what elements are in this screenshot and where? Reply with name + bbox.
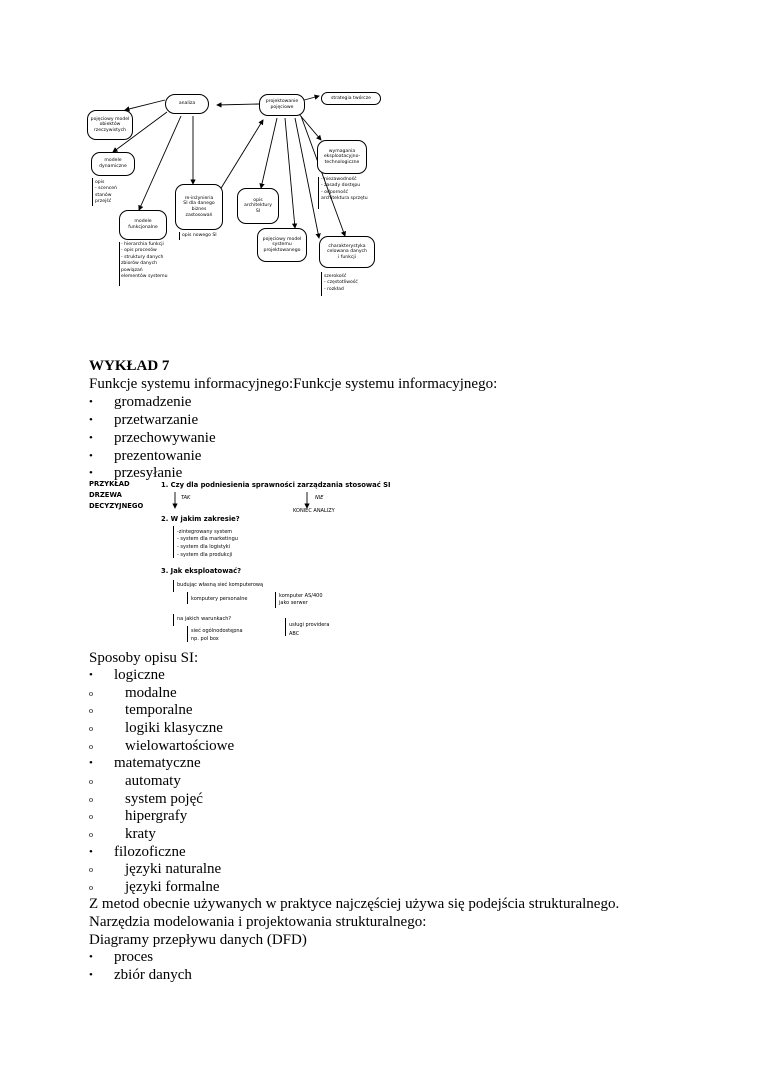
circle-bullet-icon: o bbox=[89, 706, 93, 715]
node-opis-architektury-label: opis architektury SI bbox=[244, 197, 272, 214]
node-charakterystyka bbox=[319, 236, 375, 268]
circle-bullet-icon: o bbox=[89, 777, 93, 786]
circle-bullet-icon: o bbox=[89, 812, 93, 821]
node-wymagania-label: wymagania eksploatacyjno- technologiczne bbox=[323, 148, 361, 165]
circle-bullet-icon: o bbox=[89, 795, 93, 804]
bracket-bar bbox=[173, 526, 174, 558]
node-modele-funkcjonalne-label: modele funkcjonalne bbox=[128, 219, 158, 230]
scope-item: - system dla logistyki bbox=[177, 544, 231, 550]
circle-bullet-icon: o bbox=[89, 689, 93, 698]
node-analiza-label: analiza bbox=[178, 101, 196, 107]
note-bar bbox=[318, 177, 319, 209]
as-server: jako serwer bbox=[279, 600, 308, 606]
node-re-inzynieria bbox=[175, 184, 223, 230]
circle-bullet-icon: o bbox=[89, 830, 93, 839]
node-modele-dynamiczne-label: modele dynamiczne bbox=[99, 158, 127, 169]
bracket-bar bbox=[187, 626, 188, 642]
provider-services: usługi providera bbox=[289, 622, 330, 628]
note-hierarchia: - hierarchia funkcji - opis procesów - struktury danych zbiorów danych powiązań elementów systemu bbox=[121, 242, 168, 280]
bullet-icon: • bbox=[89, 969, 93, 981]
bullet-icon: • bbox=[89, 450, 93, 462]
sposoby-title: Sposoby opisu SI: bbox=[89, 650, 199, 666]
note-niezawodnosc: - niezawodność - zasady dostępu - odporność architektura sprzętu bbox=[321, 177, 368, 202]
node-wymagania bbox=[317, 140, 367, 174]
node-strategia bbox=[321, 92, 381, 105]
paragraph: Z metod obecnie używanych w praktyce najczęściej używa się podejścia strukturalnego. bbox=[89, 896, 620, 912]
scope-item: - system dla marketingu bbox=[177, 536, 238, 542]
end-analysis: KONIEC ANALIZY bbox=[293, 508, 335, 514]
node-projektowanie bbox=[259, 94, 305, 116]
bullet-icon: • bbox=[89, 669, 93, 681]
question-1: 1. Czy dla podniesienia sprawności zarządzania stosować SI bbox=[161, 481, 391, 489]
bracket-bar bbox=[173, 580, 174, 592]
lecture-heading: WYKŁAD 7 bbox=[89, 358, 170, 374]
paragraph: Narzędzia modelowania i projektowania strukturalnego: bbox=[89, 914, 427, 930]
scope-item: -zintegrowany system bbox=[177, 529, 233, 535]
note-opis-scen: opis - scenceń stanów przejść bbox=[95, 180, 118, 205]
bracket-bar bbox=[275, 592, 276, 608]
question-2: 2. W jakim zakresie? bbox=[161, 515, 240, 523]
computer-as400: komputer AS/400 bbox=[279, 593, 323, 599]
provider-abc: ABC bbox=[289, 631, 300, 637]
note-bar bbox=[92, 178, 93, 206]
paragraph: Diagramy przepływu danych (DFD) bbox=[89, 932, 307, 948]
circle-bullet-icon: o bbox=[89, 742, 93, 751]
bullet-icon: • bbox=[89, 846, 93, 858]
circle-bullet-icon: o bbox=[89, 724, 93, 733]
note-bar bbox=[119, 242, 120, 286]
note-opis-nowego: opis nowego SI bbox=[182, 233, 217, 238]
node-analiza bbox=[165, 94, 209, 114]
node-opis-architektury bbox=[237, 188, 279, 224]
node-re-inzynieria-label: re-inżynieria SI dla danego biznes zastosowań bbox=[183, 195, 215, 218]
example-label: PRZYKŁAD bbox=[89, 480, 130, 488]
node-charakterystyka-label: charakterystyka celowana danych i funkcji bbox=[327, 243, 367, 260]
circle-bullet-icon: o bbox=[89, 865, 93, 874]
bullet-icon: • bbox=[89, 432, 93, 444]
functions-title: Funkcje systemu informacyjnego:Funkcje systemu informacyjnego: bbox=[89, 376, 498, 392]
public-network: sieć ogólnodostępna bbox=[191, 628, 243, 634]
node-modele-dynamiczne bbox=[91, 152, 135, 176]
conditions: na jakich warunkach? bbox=[177, 616, 232, 622]
answer-no: NIE bbox=[315, 495, 324, 501]
bullet-icon: • bbox=[89, 414, 93, 426]
node-model-obiektow bbox=[87, 110, 133, 140]
bracket-bar bbox=[187, 592, 188, 604]
bracket-bar bbox=[173, 614, 174, 626]
circle-bullet-icon: o bbox=[89, 883, 93, 892]
bullet-icon: • bbox=[89, 396, 93, 408]
scope-item: - system dla produkcji bbox=[177, 552, 233, 558]
node-strategia-label: strategia twórcze bbox=[331, 95, 371, 101]
personal-computers: komputery personalne bbox=[191, 596, 248, 602]
node-projektowanie-label: projektowanie pojęciowe bbox=[265, 99, 299, 110]
own-network: budując własną sieć komputerową bbox=[177, 582, 264, 588]
note-szerokosc: szerokość - częstotliwość - rozkład bbox=[324, 274, 358, 292]
note-bar bbox=[179, 232, 180, 240]
bullet-icon: • bbox=[89, 467, 93, 479]
public-network-example: np. pol box bbox=[191, 636, 219, 642]
note-bar bbox=[321, 272, 322, 296]
node-model-obiektow-label: pojęciowy model obiektów rzeczywistych bbox=[90, 116, 130, 133]
example-label: DRZEWA bbox=[89, 491, 122, 499]
answer-yes: TAK bbox=[181, 495, 191, 501]
question-3: 3. Jak eksploatować? bbox=[161, 567, 242, 575]
node-model-systemu-label: pojęciowy model systemu projektowanego bbox=[262, 236, 302, 253]
node-model-systemu bbox=[257, 228, 307, 262]
decision-tree-diagram bbox=[89, 478, 419, 648]
bullet-icon: • bbox=[89, 757, 93, 769]
bracket-bar bbox=[285, 618, 286, 636]
bullet-icon: • bbox=[89, 951, 93, 963]
node-modele-funkcjonalne bbox=[119, 210, 167, 240]
example-label: DECYZYJNEGO bbox=[89, 502, 144, 510]
concept-diagram bbox=[85, 88, 395, 298]
